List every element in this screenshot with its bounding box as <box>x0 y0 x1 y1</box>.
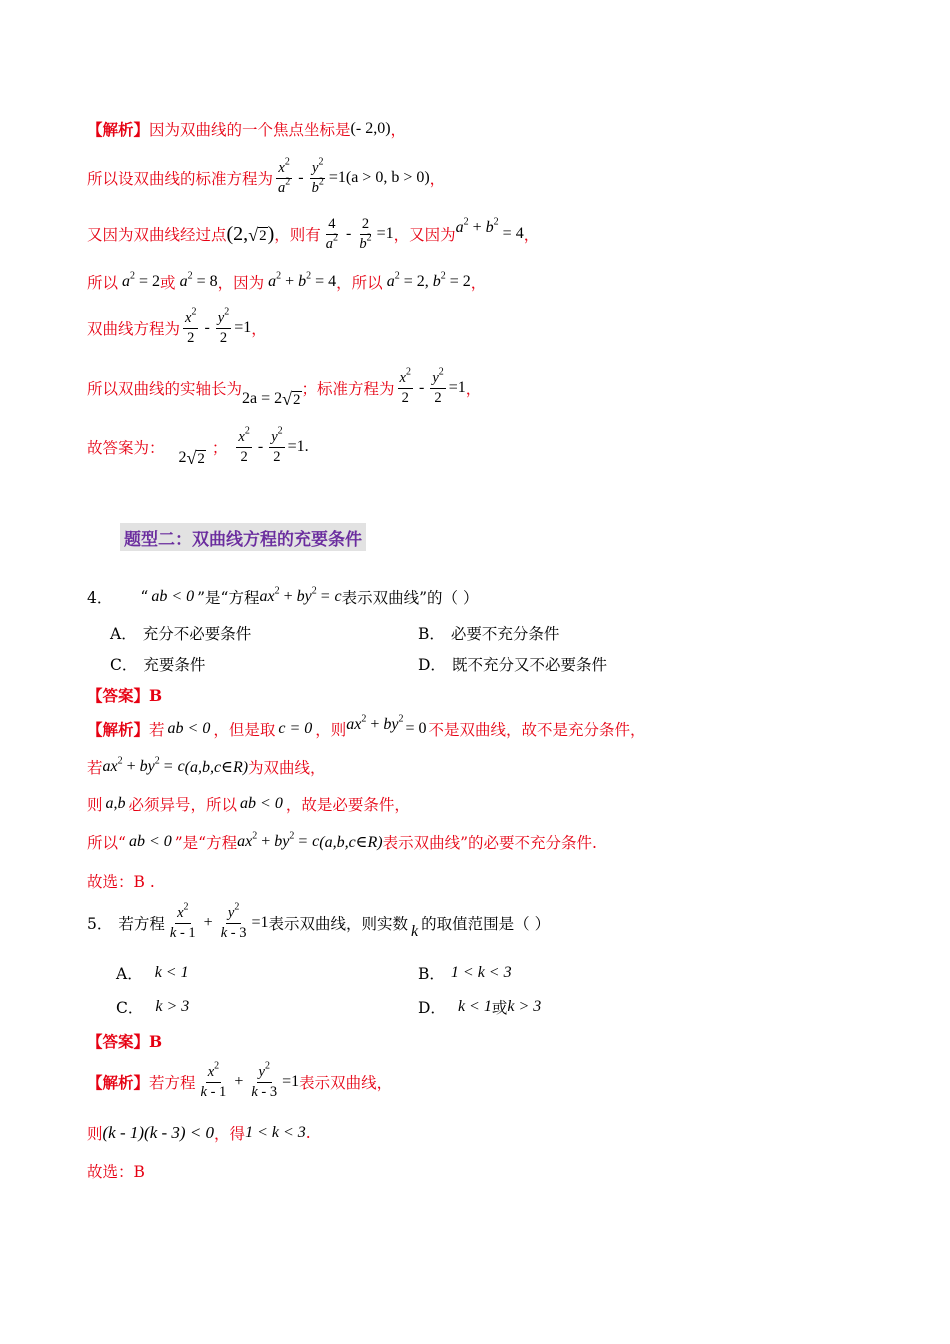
minus-sign: - <box>298 169 304 187</box>
text: 为双曲线， <box>248 759 326 777</box>
text: 若 <box>149 721 165 739</box>
text: 则 <box>87 796 103 814</box>
text: ；标准方程为 <box>301 380 395 398</box>
equation-condition: =1(a > 0, b > 0) <box>328 169 430 187</box>
section-title: 题型二：双曲线方程的充要条件 <box>120 523 366 551</box>
analysis-line-5 <box>87 870 155 892</box>
text: ，则 <box>315 721 347 739</box>
math: = 0 <box>405 720 427 737</box>
value: = 8 <box>196 273 218 290</box>
focus-point: (- 2,0) <box>350 120 391 137</box>
text: 故选：B . <box>87 873 155 891</box>
math: ab < 0 <box>167 720 211 737</box>
question-number: 5． <box>87 915 113 934</box>
fraction-x2-a2: $\frac{x^2}{a^2}$ <box>278 156 291 196</box>
text: 表示双曲线， <box>299 1074 393 1093</box>
equals: =1 <box>287 438 305 455</box>
text: “ <box>140 588 149 606</box>
analysis-line-3 <box>87 793 410 815</box>
math: a,b <box>105 795 126 812</box>
minus-sign: - <box>418 379 425 396</box>
text: 表示双曲线”的（ ） <box>341 589 479 607</box>
fraction-y2-k-3: $\frac{y^2}{k - 3}$ <box>251 1060 278 1100</box>
text: 则 <box>87 1125 103 1143</box>
value: = 4 <box>315 273 337 290</box>
equation-lhs: $ax^2 + by^2$ <box>102 755 160 775</box>
solution-line-3 <box>87 216 539 252</box>
fraction-2-b2: $\frac{2}{b^2}$ <box>359 216 372 252</box>
analysis-line-4 <box>87 831 597 853</box>
option-b[interactable]: B． 1 < k < 3 <box>418 964 512 983</box>
text: 所以 <box>87 274 119 292</box>
equals: =1 <box>448 379 466 396</box>
text: 若方程 <box>118 915 165 934</box>
punct: ， <box>470 274 487 292</box>
solution-line-7 <box>87 427 309 467</box>
minus-sign: - <box>257 438 264 455</box>
equals: =1 <box>282 1073 300 1091</box>
math: (a,b,c∈R) <box>184 759 249 776</box>
fraction-x2-2: $\frac{x^2}{2}$ <box>399 366 411 406</box>
answer-line <box>87 684 162 706</box>
equation-lhs: $ax^2 + by^2$ <box>346 713 404 733</box>
text: . <box>305 1124 311 1142</box>
sum-val: = 4 <box>502 225 524 243</box>
answer-length: 2 √ 2 <box>178 448 205 468</box>
real-axis-length: 2a = 2 √ 2 <box>242 389 301 409</box>
analysis-label: 【解析】 <box>87 120 150 139</box>
answer-label: 【答案】 <box>87 1032 150 1051</box>
option-c[interactable]: C． 充要条件 <box>110 656 206 674</box>
text: ，又因为 <box>393 226 456 245</box>
punct: . <box>304 438 309 455</box>
answer-value: B <box>149 685 163 705</box>
question-number: 4． <box>87 589 113 607</box>
text: ，则有 <box>274 226 321 245</box>
answer-label: 【答案】 <box>87 686 150 705</box>
option-a[interactable]: A． 充分不必要条件 <box>110 625 252 643</box>
math: (k - 1)(k - 3) < 0 <box>102 1123 215 1142</box>
equals: =1 <box>376 225 394 243</box>
text: 故选：B <box>87 1163 145 1181</box>
text: 所以双曲线的实轴长为 <box>87 380 243 398</box>
punct: ； <box>211 439 228 457</box>
value: = 2, <box>403 273 429 290</box>
punct: ， <box>390 121 407 139</box>
fraction-x2-2: $\frac{x^2}{2}$ <box>185 306 197 346</box>
a-squared: $a^2$ <box>122 270 136 290</box>
equals: =1 <box>234 319 252 337</box>
value: = 2 <box>449 273 471 290</box>
math: = c <box>297 833 320 850</box>
text: 所以“ <box>87 834 126 852</box>
analysis-label: 【解析】 <box>87 1073 150 1093</box>
punct: ， <box>251 320 267 339</box>
analysis-line-2 <box>87 756 326 778</box>
fraction-y2-k-3: $\frac{y^2}{k - 3}$ <box>220 901 247 941</box>
solution-line-2 <box>87 156 446 196</box>
math: ab < 0 <box>128 833 172 850</box>
option-b[interactable]: B． 必要不充分条件 <box>418 625 560 643</box>
text: ，所以 <box>336 274 383 292</box>
math: ab < 0 <box>240 795 283 812</box>
text: 不是双曲线，故不是充分条件， <box>428 721 646 739</box>
text: 的取值范围是（ ） <box>421 915 551 934</box>
fraction-y2-2: $\frac{y^2}{2}$ <box>432 366 444 406</box>
math: c = 0 <box>278 720 313 737</box>
punct: ， <box>429 170 446 189</box>
math: k <box>411 923 419 941</box>
question-4 <box>87 586 478 608</box>
option-d[interactable]: D． k < 1 或 k > 3 <box>418 998 542 1017</box>
solution-line-4 <box>87 271 486 293</box>
solution-line-1 <box>87 118 406 140</box>
minus-sign: - <box>204 319 210 337</box>
text: 故答案为： <box>87 439 165 457</box>
solution-line-5 <box>87 306 267 346</box>
b-squared: $b^2$ <box>432 270 446 290</box>
text: 若 <box>87 759 103 777</box>
plus-sign: + <box>234 1073 244 1091</box>
text: ，但是取 <box>213 721 276 739</box>
text: ”是“方程 <box>197 589 260 607</box>
fraction-y2-b2: $\frac{y^2}{b^2}$ <box>311 156 324 196</box>
analysis-line-1 <box>87 1060 393 1100</box>
equation-lhs: $ax^2 + by^2$ <box>237 830 295 850</box>
plus-sign: + <box>203 914 213 932</box>
analysis-line-1 <box>87 713 646 740</box>
analysis-line-2 <box>87 1122 311 1144</box>
fraction-y2-2: $\frac{y^2}{2}$ <box>271 425 283 465</box>
question-5 <box>87 901 551 941</box>
fraction-4-a2: $\frac{4}{a^2}$ <box>325 216 339 252</box>
text: ，故是必要条件， <box>285 796 410 814</box>
a-squared: $a^2$ <box>179 270 193 290</box>
text: 表示双曲线”的必要不充分条件. <box>382 834 597 852</box>
fraction-y2-2: $\frac{y^2}{2}$ <box>217 306 230 346</box>
equation-lhs: $ax^2 + by^2$ <box>259 585 317 605</box>
option-d[interactable]: D． 既不充分又不必要条件 <box>418 656 607 674</box>
fraction-x2-k-1: $\frac{x^2}{k - 1}$ <box>200 1060 227 1100</box>
math: 1 < k < 3 <box>245 1124 306 1141</box>
fraction-x2-k-1: $\frac{x^2}{k - 1}$ <box>169 901 196 941</box>
condition: ab < 0 <box>151 588 195 605</box>
option-c[interactable]: C． k > 3 <box>116 998 190 1017</box>
answer-line <box>87 1030 162 1052</box>
analysis-line-3 <box>87 1160 145 1182</box>
equation-rhs: = c <box>319 588 342 605</box>
math: (a,b,c∈R) <box>319 834 383 851</box>
text: 必须异号，所以 <box>128 796 238 814</box>
analysis-label: 【解析】 <box>87 720 150 739</box>
option-a[interactable]: A． k < 1 <box>116 964 189 983</box>
text: 双曲线方程为 <box>87 320 181 339</box>
math: = c <box>162 758 185 775</box>
punct: ， <box>523 226 540 245</box>
minus-sign: - <box>346 225 352 243</box>
text: 若方程 <box>149 1074 196 1093</box>
a-squared: $a^2$ <box>386 270 400 290</box>
equals: =1 <box>251 914 269 932</box>
text: 表示双曲线，则实数 <box>268 915 409 934</box>
text: 又因为双曲线经过点 <box>87 226 227 245</box>
sum-expr: $a^2 + b^2$ <box>268 270 312 290</box>
punct: ， <box>465 380 482 398</box>
text: 因为双曲线的一个焦点坐标是 <box>149 121 351 139</box>
solution-line-6 <box>87 368 481 408</box>
text: 所以设双曲线的标准方程为 <box>87 170 274 189</box>
fraction-x2-2: $\frac{x^2}{2}$ <box>238 425 250 465</box>
text: ”是“方程 <box>174 834 238 852</box>
answer-value: B <box>149 1031 163 1051</box>
text: 或 <box>160 274 176 292</box>
sum-expr: $a^2 + b^2$ <box>455 216 499 237</box>
text: ，得 <box>214 1125 246 1143</box>
value: = 2 <box>139 273 161 290</box>
point: (2, √ 2 ) <box>226 223 275 246</box>
text: ，因为 <box>217 274 265 292</box>
